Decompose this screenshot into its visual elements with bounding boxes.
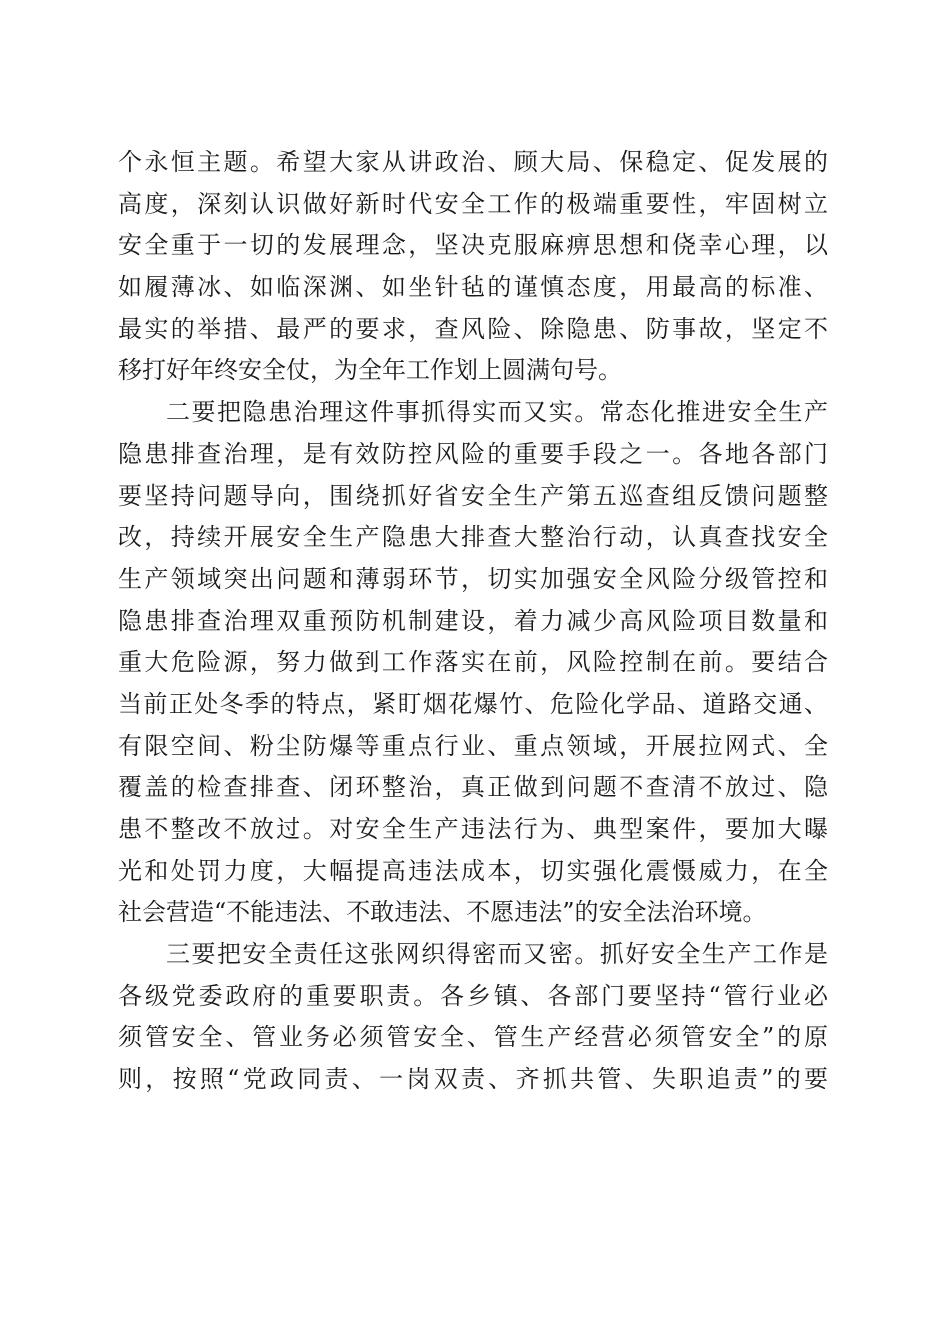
text-line: 最实的举措、最严的要求，查风险、除隐患、防事故，坚定不 xyxy=(118,314,828,343)
text-line: 隐患排查治理，是有效防控风险的重要手段之一。各地各部门 xyxy=(118,439,828,468)
text-line: 安全重于一切的发展理念，坚决克服麻痹思想和侥幸心理，以 xyxy=(118,231,828,260)
text-line: 则，按照“党政同责、一岗双责、齐抓共管、失职追责”的要 xyxy=(118,1065,828,1094)
text-line: 患不整改不放过。对安全生产违法行为、典型案件，要加大曝 xyxy=(118,815,828,843)
text-line: 隐患排查治理双重预防机制建设，着力减少高风险项目数量和 xyxy=(118,606,828,635)
text-line: 光和处罚力度，大幅提高违法成本，切实强化震慑威力，在全 xyxy=(118,856,828,885)
text-line: 生产领域突出问题和薄弱环节，切实加强安全风险分级管控和 xyxy=(118,564,828,593)
paragraph-2-heading-line: 二要把隐患治理这件事抓得实而又实。常态化推进安全生产 xyxy=(166,398,828,427)
text-line: 覆盖的检查排查、闭环整治，真正做到问题不查清不放过、隐 xyxy=(118,773,828,802)
text-line: 社会营造“不能违法、不敢违法、不愿违法”的安全法治环境。 xyxy=(118,898,767,927)
text-line: 须管安全、管业务必须管安全、管生产经营必须管安全”的原 xyxy=(118,1023,828,1052)
text-line: 各级党委政府的重要职责。各乡镇、各部门要坚持“管行业必 xyxy=(118,981,828,1010)
text-line: 要坚持问题导向，围绕抓好省安全生产第五巡查组反馈问题整 xyxy=(118,481,828,510)
paragraph-3-heading-line: 三要把安全责任这张网织得密而又密。抓好安全生产工作是 xyxy=(166,940,828,969)
text-line: 当前正处冬季的特点，紧盯烟花爆竹、危险化学品、道路交通、 xyxy=(118,689,828,718)
document-body xyxy=(118,142,828,1101)
text-line: 重大危险源，努力做到工作落实在前，风险控制在前。要结合 xyxy=(118,648,828,677)
text-line: 有限空间、粉尘防爆等重点行业、重点领域，开展拉网式、全 xyxy=(118,731,828,760)
text-line: 改，持续开展安全生产隐患大排查大整治行动，认真查找安全 xyxy=(118,523,828,552)
text-line: 如履薄冰、如临深渊、如坐针毡的谨慎态度，用最高的标准、 xyxy=(118,273,828,302)
text-line: 个永恒主题。希望大家从讲政治、顾大局、保稳定、促发展的 xyxy=(118,148,828,176)
text-line: 高度，深刻认识做好新时代安全工作的极端重要性，牢固树立 xyxy=(118,189,828,218)
text-line: 移打好年终安全仗，为全年工作划上圆满句号。 xyxy=(118,356,622,385)
